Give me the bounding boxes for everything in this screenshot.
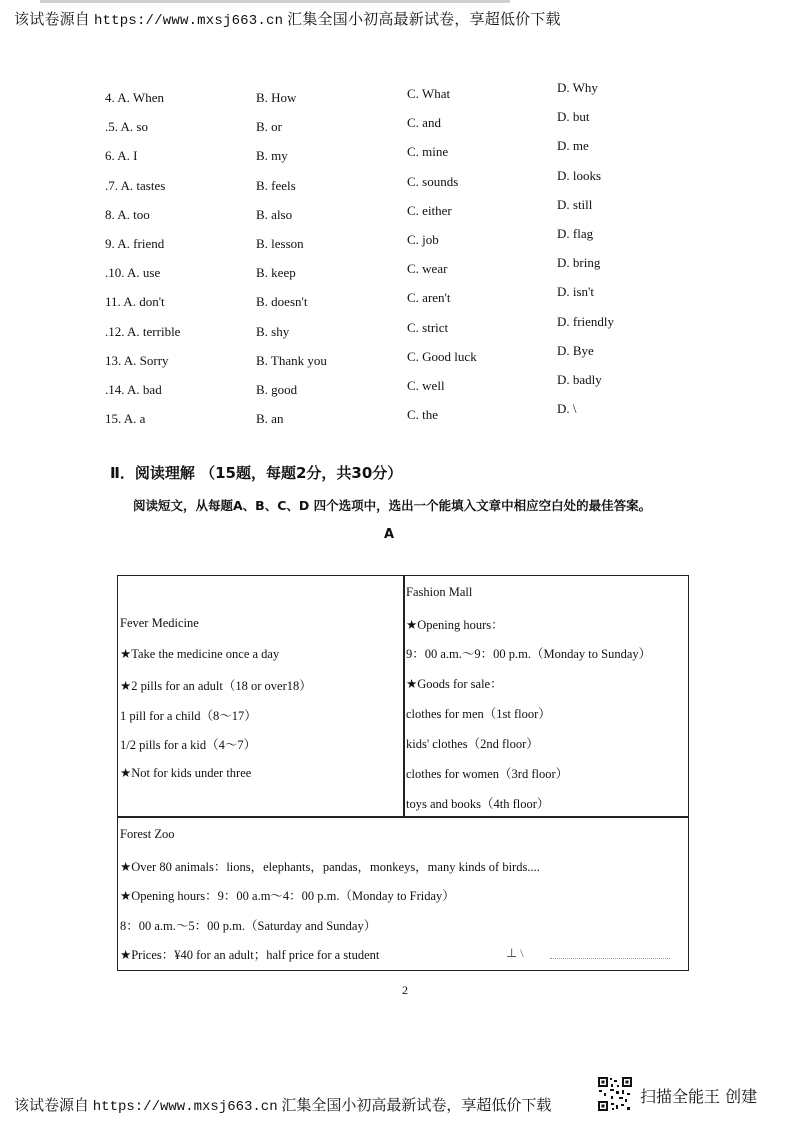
- option-c: C. the: [407, 407, 439, 423]
- option-a: 4. A. When: [105, 90, 164, 105]
- option-b: B. an: [256, 411, 284, 427]
- option-a: 9. A. friend: [105, 236, 165, 251]
- option-b: B. or: [256, 119, 282, 135]
- option-d: D. bring: [557, 255, 601, 271]
- option-d: D. me: [557, 138, 589, 154]
- option-a: .10. A. use: [105, 265, 161, 281]
- section-title: Ⅱ．阅读理解 （15题，每题2分，共30分）: [110, 464, 403, 482]
- option-c: C. wear: [407, 261, 448, 277]
- option-row: [0, 138, 794, 168]
- option-row: [0, 342, 794, 373]
- table-vertical-divider: [403, 576, 405, 816]
- option-b: B. shy: [256, 323, 290, 339]
- page-number: 2: [402, 983, 408, 997]
- fashion-mall-line: kids' clothes（2nd floor）: [406, 737, 539, 751]
- header-prefix: 该试卷源自: [14, 12, 94, 28]
- qr-code-icon: [597, 1076, 633, 1112]
- option-d: D. Why: [557, 80, 598, 95]
- option-b: B. also: [256, 206, 293, 222]
- notice-table: [117, 575, 689, 971]
- forest-zoo-line: ★Over 80 animals：lions，elephants，pandas，monkeys，many kinds of birds....: [120, 860, 540, 874]
- footer-banner: [14, 1094, 551, 1115]
- passage-label: A: [384, 527, 395, 542]
- option-row: [0, 313, 794, 344]
- option-c: C. and: [407, 115, 441, 131]
- option-b: B. How: [256, 90, 297, 105]
- option-c: C. sounds: [407, 173, 459, 189]
- option-a: 15. A. a: [105, 411, 146, 427]
- option-row: [0, 255, 794, 285]
- forest-zoo-line: Forest Zoo: [120, 827, 175, 841]
- option-a: 11. A. don't: [105, 294, 165, 310]
- option-a: 6. A. I: [105, 148, 138, 164]
- option-b: B. lesson: [256, 236, 304, 251]
- header-url-link[interactable]: https://www.mxsj663.cn: [93, 13, 284, 29]
- fashion-mall-line: Fashion Mall: [406, 585, 473, 599]
- header-banner: [14, 8, 784, 29]
- forest-zoo-line: ★Prices：¥40 for an adult；half price for a student: [120, 948, 380, 962]
- header-suffix: 汇集全国小初高最新试卷，享超低价下载: [283, 12, 561, 28]
- top-scan-artifact: [40, 0, 510, 3]
- option-d: D. still: [557, 196, 593, 212]
- option-b: B. good: [256, 382, 298, 397]
- option-d: D. Bye: [557, 342, 594, 358]
- fever-medicine-line: 1 pill for a child（8～17）: [120, 709, 257, 723]
- option-row: [0, 109, 794, 139]
- fever-medicine-line: ★Not for kids under three: [120, 766, 252, 780]
- option-c: C. Good luck: [407, 348, 477, 364]
- option-d: D. but: [557, 109, 590, 125]
- option-row: [0, 401, 794, 431]
- option-a: .7. A. tastes: [105, 177, 166, 193]
- option-b: B. doesn't: [256, 294, 308, 310]
- fashion-mall-line: ★Opening hours：: [406, 618, 504, 632]
- table-horizontal-divider: [118, 816, 688, 818]
- section-instructions: 阅读短文，从每题A、B、C、D 四个选项中，选出一个能填入文章中相应空白处的最佳答案。: [133, 498, 652, 513]
- option-c: C. job: [407, 232, 439, 247]
- fever-medicine-line: 1/2 pills for a kid（4～7）: [120, 738, 257, 752]
- option-c: C. What: [407, 86, 451, 101]
- scanner-watermark-label: 扫描全能王 创建: [640, 1087, 758, 1106]
- option-a: 13. A. Sorry: [105, 352, 169, 368]
- option-d: D. \: [557, 401, 577, 417]
- fashion-mall-line: toys and books（4th floor）: [406, 797, 550, 811]
- fever-medicine-line: Fever Medicine: [120, 616, 199, 630]
- footer-prefix: 该试卷源自: [14, 1098, 93, 1114]
- option-d: D. friendly: [557, 313, 615, 329]
- option-d: D. isn't: [557, 284, 595, 300]
- option-d: D. looks: [557, 167, 602, 183]
- forest-zoo-line: 8：00 a.m.～5：00 p.m.（Saturday and Sunday）: [120, 919, 377, 933]
- footer-url-link[interactable]: https://www.mxsj663.cn: [92, 1099, 278, 1115]
- option-row: [0, 196, 794, 227]
- faint-dotted-line: [550, 958, 670, 960]
- option-b: B. Thank you: [256, 352, 327, 368]
- option-c: C. strict: [407, 319, 449, 335]
- option-c: C. mine: [407, 144, 449, 160]
- pencil-marks: ⊥ \: [506, 946, 524, 960]
- option-a: .12. A. terrible: [105, 323, 181, 339]
- fashion-mall-line: 9：00 a.m.～9：00 p.m.（Monday to Sunday）: [406, 647, 652, 661]
- option-row: [0, 80, 794, 110]
- option-row: [0, 372, 794, 402]
- fever-medicine-line: ★2 pills for an adult（18 or over18）: [120, 679, 312, 693]
- option-c: C. aren't: [407, 290, 451, 306]
- fever-medicine-line: ★Take the medicine once a day: [120, 647, 280, 661]
- fashion-mall-line: ★Goods for sale：: [406, 677, 503, 691]
- forest-zoo-line: ★Opening hours：9：00 a.m～4：00 p.m.（Monday to Friday）: [120, 889, 455, 903]
- option-a: 8. A. too: [105, 206, 150, 222]
- option-c: C. well: [407, 378, 445, 393]
- option-d: D. badly: [557, 372, 602, 387]
- option-c: C. either: [407, 202, 452, 218]
- option-a: .5. A. so: [105, 119, 148, 135]
- option-d: D. flag: [557, 226, 594, 241]
- fashion-mall-line: clothes for men（1st floor）: [406, 707, 551, 721]
- option-b: B. keep: [256, 265, 296, 281]
- footer-suffix: 汇集全国小初高最新试卷，享超低价下载: [277, 1098, 552, 1114]
- option-row: [0, 284, 794, 314]
- option-row: [0, 226, 794, 256]
- fashion-mall-line: clothes for women（3rd floor）: [406, 767, 569, 781]
- option-b: B. feels: [256, 177, 296, 193]
- option-a: .14. A. bad: [105, 382, 162, 397]
- option-b: B. my: [256, 148, 288, 164]
- option-row: [0, 167, 794, 198]
